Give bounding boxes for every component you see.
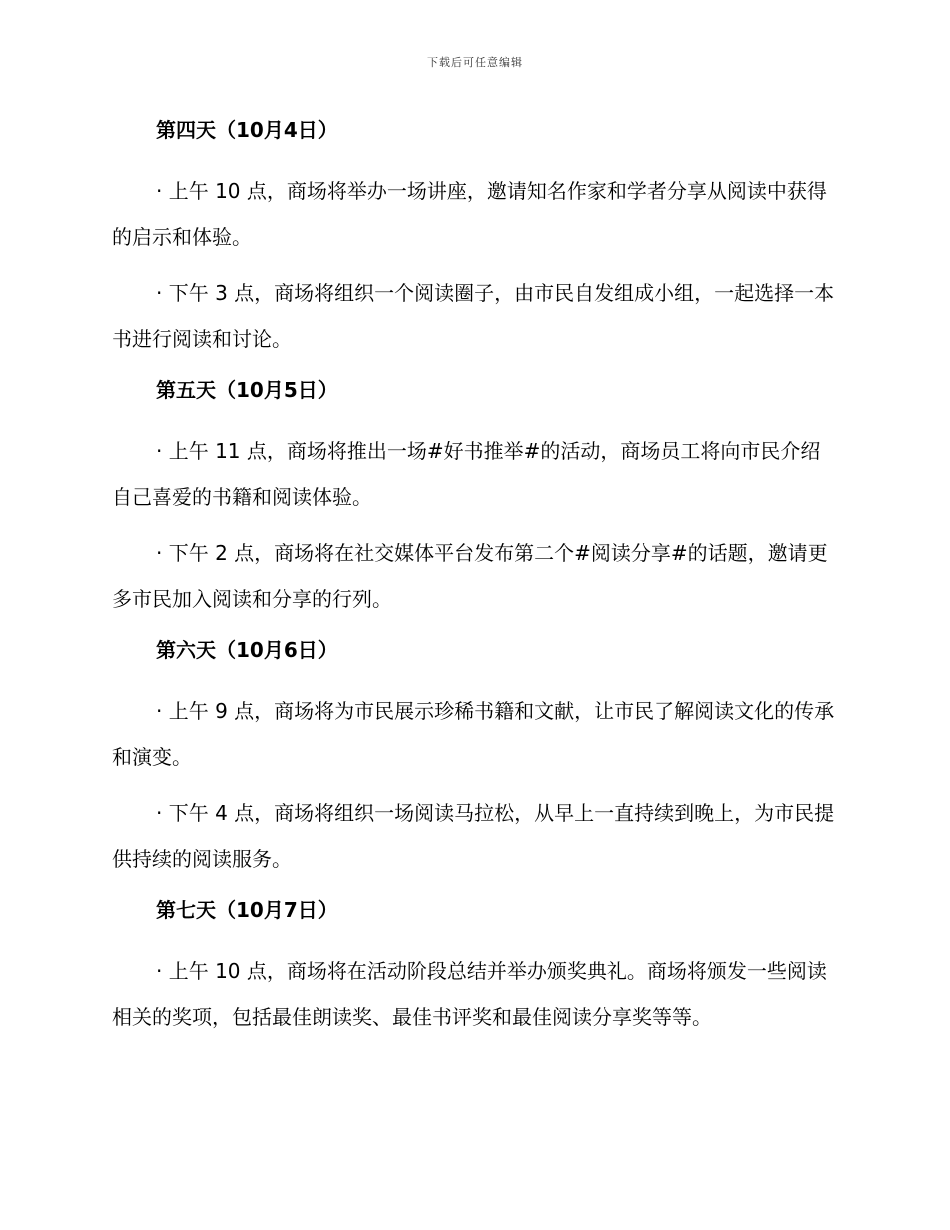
- schedule-item: · 上午 11 点，商场将推出一场#好书推举#的活动，商场员工将向市民介绍自己喜爱的书籍和阅读体验。: [112, 439, 821, 509]
- document-body: [112, 112, 837, 1050]
- schedule-item: · 上午 9 点，商场将为市民展示珍稀书籍和文献，让市民了解阅读文化的传承和演变。: [112, 699, 835, 769]
- schedule-item: · 下午 2 点，商场将在社交媒体平台发布第二个#阅读分享#的话题，邀请更多市民加入阅读和分享的行列。: [112, 541, 828, 611]
- page-header-note: 下载后可任意编辑: [427, 56, 523, 69]
- schedule-item: · 上午 10 点，商场将在活动阶段总结并举办颁奖典礼。商场将颁发一些阅读相关的奖项，包括最佳朗读奖、最佳书评奖和最佳阅读分享奖等等。: [112, 959, 827, 1029]
- day-heading: 第六天（10月6日）: [156, 638, 338, 662]
- day-heading: 第七天（10月7日）: [156, 898, 338, 922]
- day-heading: 第五天（10月5日）: [156, 378, 338, 402]
- schedule-item: · 下午 4 点，商场将组织一场阅读马拉松，从早上一直持续到晚上，为市民提供持续的阅读服务。: [112, 801, 835, 871]
- day-heading: 第四天（10月4日）: [156, 118, 338, 142]
- schedule-item: · 下午 3 点，商场将组织一个阅读圈子，由市民自发组成小组，一起选择一本书进行阅读和讨论。: [112, 281, 835, 351]
- schedule-item: · 上午 10 点，商场将举办一场讲座，邀请知名作家和学者分享从阅读中获得的启示和体验。: [112, 179, 827, 249]
